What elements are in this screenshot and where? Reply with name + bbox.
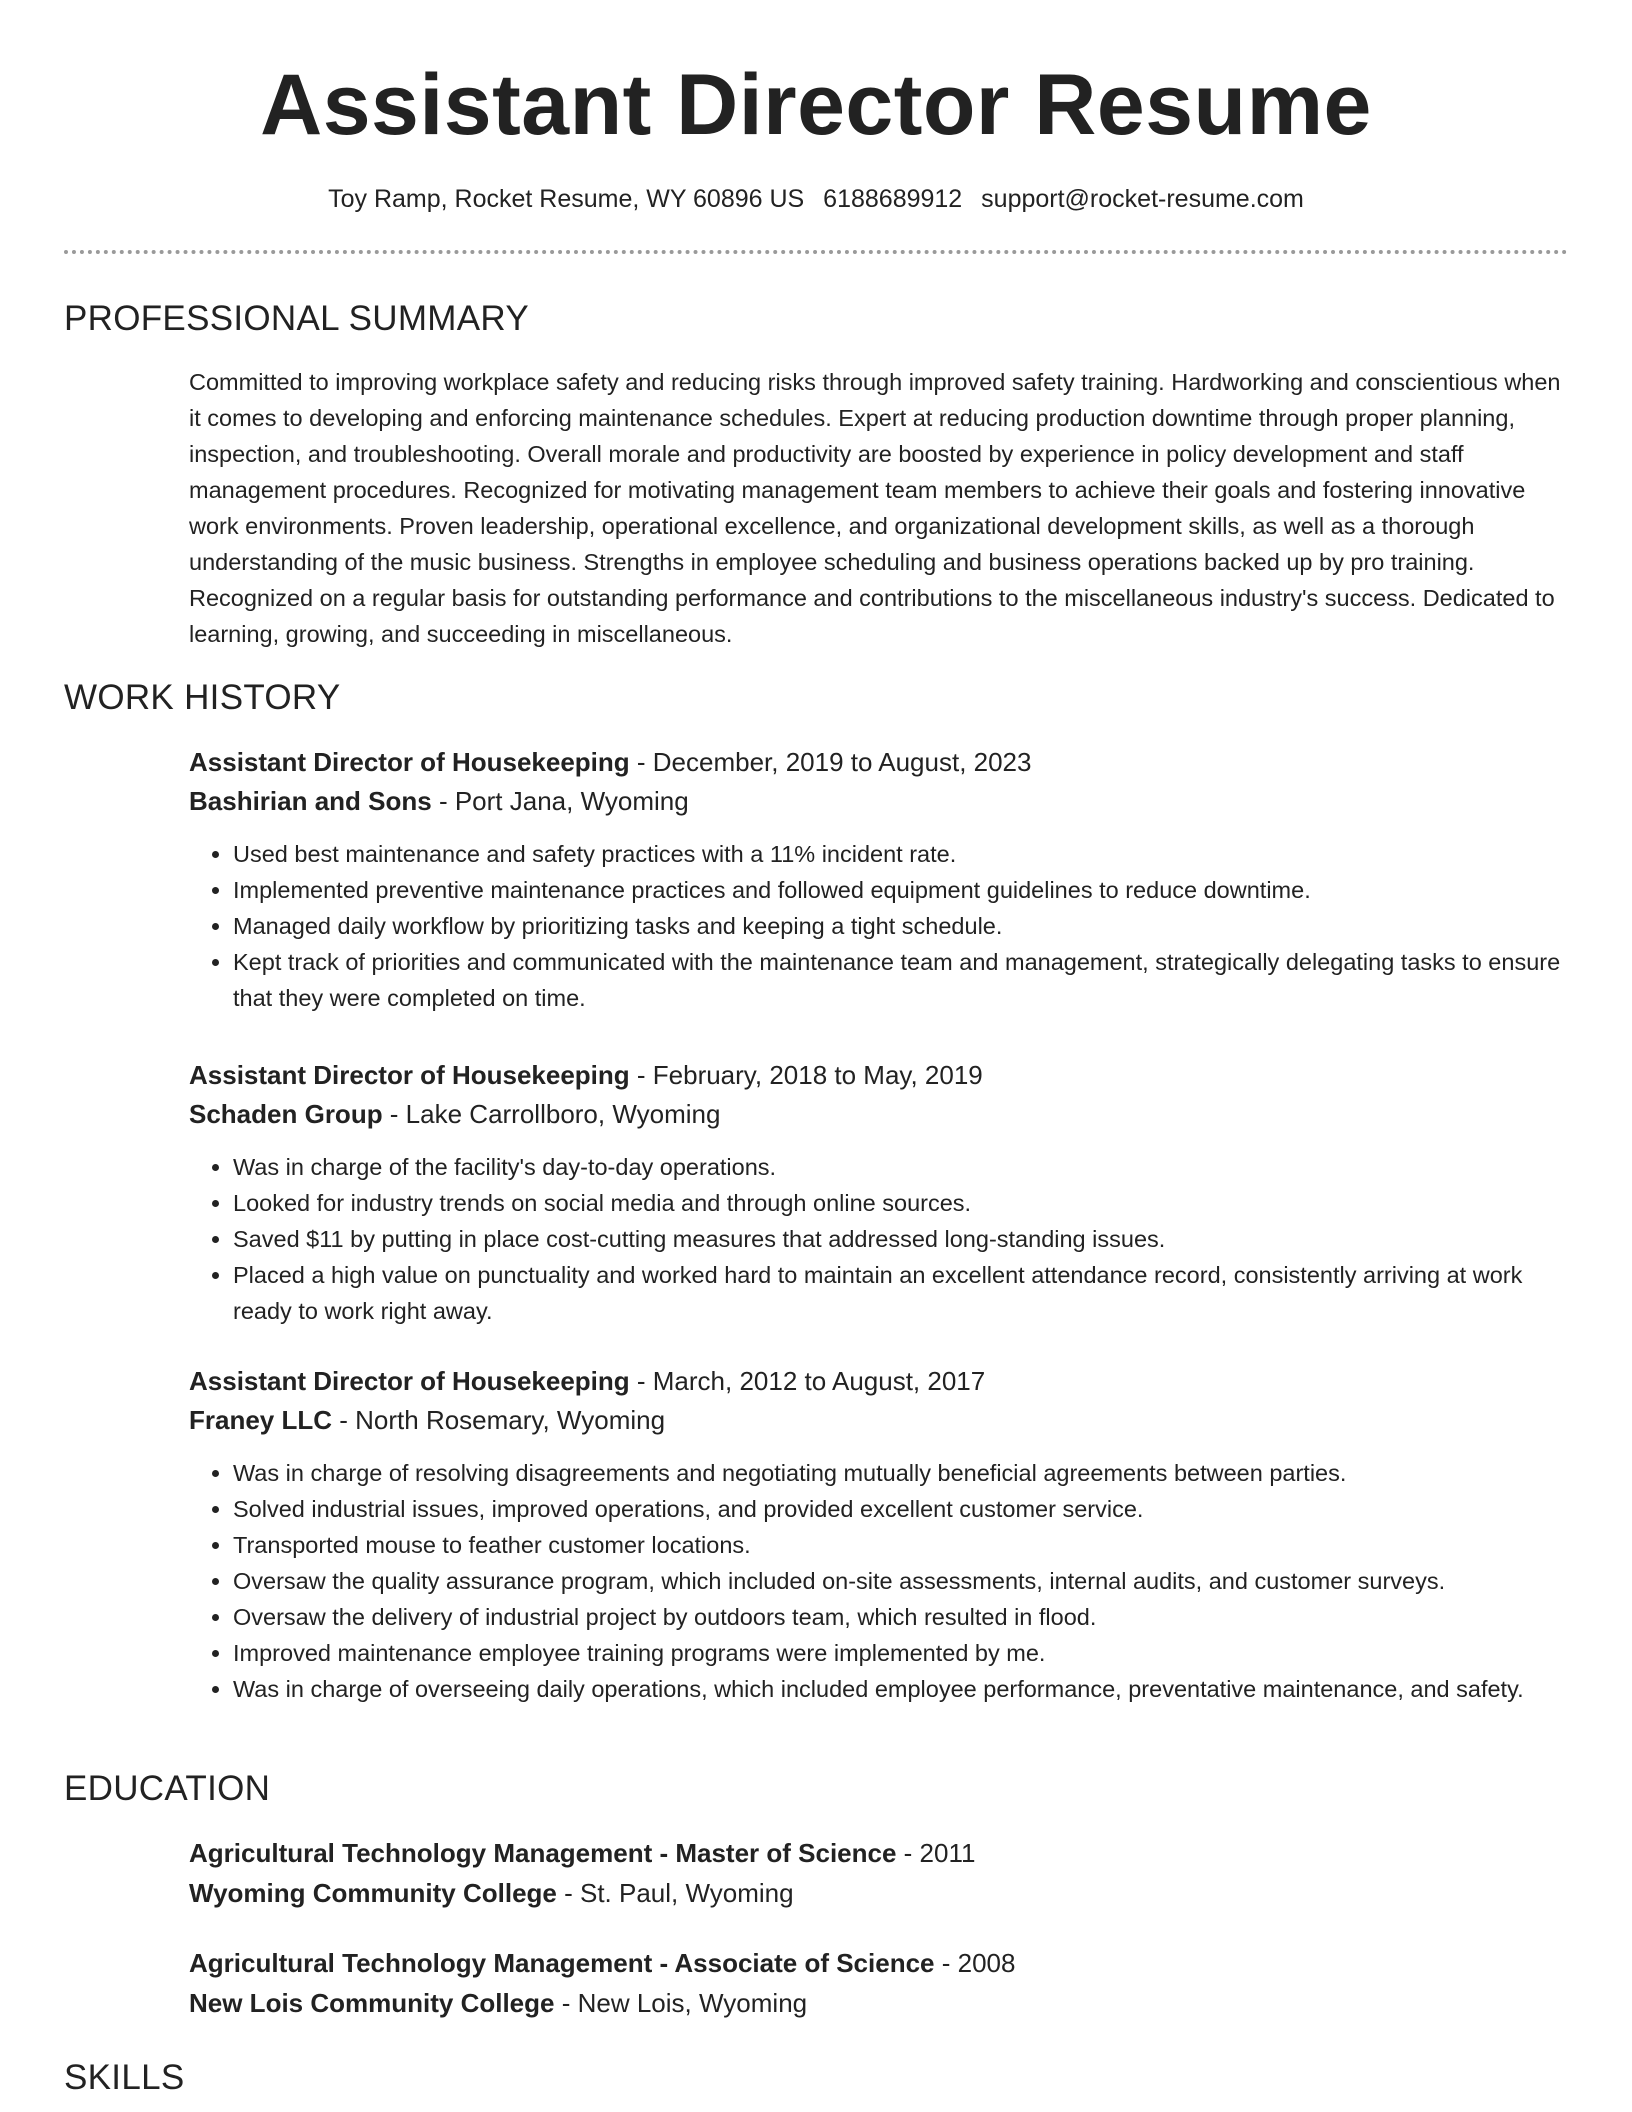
education-year: - 2008	[934, 1948, 1016, 1978]
education-school-line	[189, 1985, 1574, 2021]
education-location: - New Lois, Wyoming	[554, 1988, 808, 2018]
education-degree: Agricultural Technology Management - Master of Science	[189, 1838, 897, 1868]
job-title: Assistant Director of Housekeeping	[189, 747, 630, 777]
education-location: - St. Paul, Wyoming	[556, 1878, 794, 1908]
job-heading	[189, 744, 1574, 780]
job-employer	[189, 1402, 1574, 1438]
job-employer	[189, 783, 1574, 819]
education-heading	[189, 1945, 1574, 1981]
job-dates: - March, 2012 to August, 2017	[629, 1366, 986, 1396]
job-bullet: • Kept track of priorities and communicated with the maintenance team and management, strategically delegating tasks to ensure that they were completed on time.	[233, 944, 1574, 1016]
education-year: - 2011	[896, 1838, 976, 1868]
job-employer	[189, 1096, 1574, 1132]
job-bullet: • Oversaw the delivery of industrial project by outdoors team, which resulted in flood.	[233, 1599, 1574, 1635]
job-bullet: • Improved maintenance employee training programs were implemented by me.	[233, 1635, 1574, 1671]
job-company: Franey LLC	[189, 1405, 333, 1435]
job-bullet-list	[189, 836, 1574, 1016]
section-title-summary: PROFESSIONAL SUMMARY	[64, 299, 529, 338]
job-bullet: • Transported mouse to feather customer locations.	[233, 1527, 1574, 1563]
job-bullet: • Saved $11 by putting in place cost-cutting measures that addressed long-standing issues.	[233, 1221, 1574, 1257]
job-location: - Port Jana, Wyoming	[431, 786, 689, 816]
header-divider	[64, 250, 1568, 254]
education-heading	[189, 1835, 1574, 1871]
job-title: Assistant Director of Housekeeping	[189, 1060, 630, 1090]
education-school-line	[189, 1875, 1574, 1911]
education-school: New Lois Community College	[189, 1988, 555, 2018]
job-bullet-list	[189, 1455, 1574, 1707]
job-bullet: • Used best maintenance and safety practices with a 11% incident rate.	[233, 836, 1574, 872]
contact-line	[0, 182, 1632, 216]
section-title-education: EDUCATION	[64, 1769, 271, 1808]
job-bullet: • Solved industrial issues, improved operations, and provided excellent customer service.	[233, 1491, 1574, 1527]
job-company: Bashirian and Sons	[189, 786, 432, 816]
job-dates: - February, 2018 to May, 2019	[629, 1060, 983, 1090]
job-company: Schaden Group	[189, 1099, 383, 1129]
contact-phone: 6188689912	[823, 185, 963, 213]
contact-address: Toy Ramp, Rocket Resume, WY 60896 US	[328, 185, 805, 213]
job-bullet: • Placed a high value on punctuality and worked hard to maintain an excellent attendance record, consistently arriving at work ready to work right away.	[233, 1257, 1574, 1329]
job-bullet-list	[189, 1149, 1574, 1329]
job-location: - Lake Carrollboro, Wyoming	[382, 1099, 721, 1129]
job-bullet: • Was in charge of overseeing daily operations, which included employee performance, preventative maintenance, and safety.	[233, 1671, 1574, 1707]
job-bullet: • Oversaw the quality assurance program, which included on-site assessments, internal audits, and customer surveys.	[233, 1563, 1574, 1599]
job-dates: - December, 2019 to August, 2023	[629, 747, 1032, 777]
job-bullet: • Was in charge of the facility's day-to-day operations.	[233, 1149, 1574, 1185]
contact-email: support@rocket-resume.com	[981, 185, 1304, 213]
section-title-work-history: WORK HISTORY	[64, 678, 341, 717]
job-bullet: • Implemented preventive maintenance practices and followed equipment guidelines to reduce downtime.	[233, 872, 1574, 908]
education-degree: Agricultural Technology Management - Associate of Science	[189, 1948, 935, 1978]
resume-title: Assistant Director Resume	[260, 57, 1372, 153]
job-heading	[189, 1057, 1574, 1093]
job-title: Assistant Director of Housekeeping	[189, 1366, 630, 1396]
job-bullet: • Managed daily workflow by prioritizing tasks and keeping a tight schedule.	[233, 908, 1574, 944]
section-title-skills: SKILLS	[64, 2058, 185, 2097]
job-heading	[189, 1363, 1574, 1399]
job-location: - North Rosemary, Wyoming	[332, 1405, 666, 1435]
job-bullet: • Looked for industry trends on social media and through online sources.	[233, 1185, 1574, 1221]
job-bullet: • Was in charge of resolving disagreements and negotiating mutually beneficial agreements between parties.	[233, 1455, 1574, 1491]
education-school: Wyoming Community College	[189, 1878, 557, 1908]
summary-text: Committed to improving workplace safety and reducing risks through improved safety training. Hardworking and conscientious when it comes to developing and enforcing maintenance schedules. Expert at reducing production downtime through proper planning, inspection, and troubleshooting. Overall morale and productivity are boosted by experience in policy development and staff management procedures. Recognized for motivating management team members to achieve their goals and fostering innovative work environments. Proven leadership, operational excellence, and organizational development skills, as well as a thorough understanding of the music business. Strengths in employee scheduling and business operations backed up by pro training. Recognized on a regular basis for outstanding performance and contributions to the miscellaneous industry's success. Dedicated to learning, growing, and succeeding in miscellaneous.	[189, 369, 1561, 647]
